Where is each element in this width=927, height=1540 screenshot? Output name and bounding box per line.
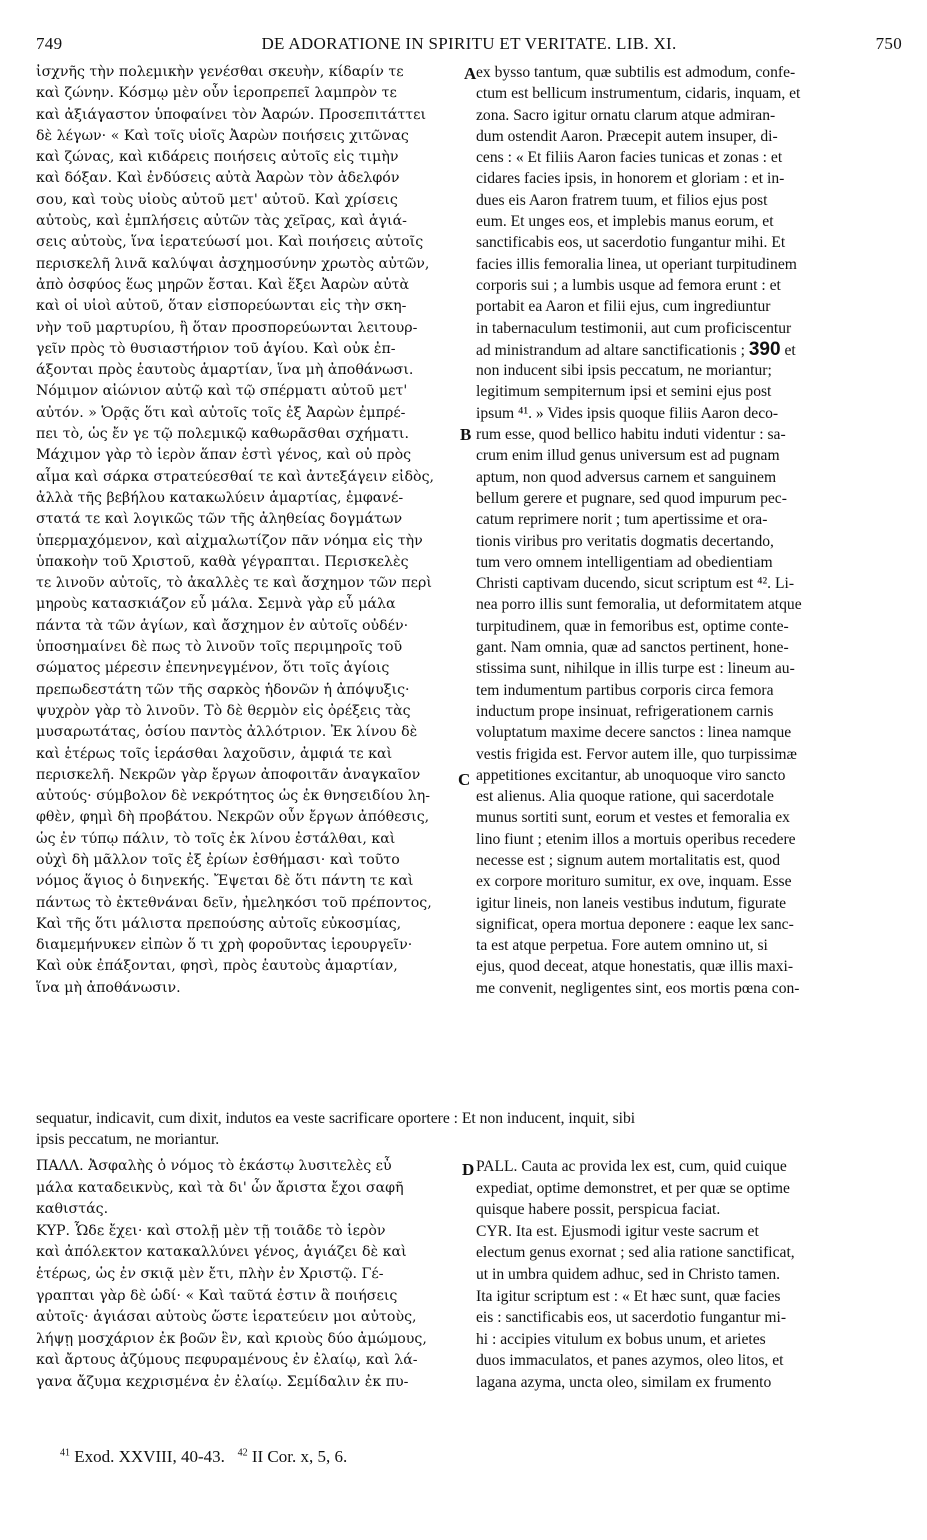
greek-text-line: καὶ δόξαν. Καὶ ἐνδύσεις αὐτὰ Ἀαρὼν τὸν ἀδελφόν <box>36 170 400 187</box>
latin-text-line: electum genus exornat ; sed alia ratione sanctificat, <box>476 1244 795 1262</box>
latin-text-line: inductum prope insinuat, refrigerationem carnis <box>476 702 774 720</box>
latin-text-line: stissima sunt, nihilque in illis turpe est : lineum au- <box>476 660 795 678</box>
greek-text-line: ὑπερμαχόμενον, καὶ αἰχμαλωτίζον πᾶν νόημα εἰς τὴν <box>36 532 423 549</box>
greek-text-line: ἀλλὰ τῆς βεβήλου κατακωλύειν ἁμαρτίας, ἐμφανέ- <box>36 489 404 506</box>
footnote-number-41: 41 <box>60 1447 70 1459</box>
margin-marker-c: C <box>458 770 471 789</box>
latin-text-line: bellum gerere et pugnare, sed quod impurum pec- <box>476 489 787 507</box>
greek-text-line: στατά τε καὶ λογικῶς τῶν τῆς ἀληθείας δογμάτων <box>36 511 403 528</box>
latin-text-line: Christi captivam ducendo, sicut scriptum est ⁴². Li- <box>476 575 795 593</box>
greek-text-line: γεῖν πρὸς τὸ θυσιαστήριον τοῦ ἁγίου. Καὶ οὐκ ἐπ- <box>36 340 396 357</box>
latin-text-line: zona. Sacro igitur ornatu clarum atque admiran- <box>476 106 776 124</box>
latin-text-line: PALL. Cauta ac provida lex est, cum, quid cuique <box>476 1158 787 1175</box>
greek-text-line: οὐχὶ δὴ μᾶλλον τοῖς ἐξ ἐρίων ἐσθήμασι· καὶ τοῦτο <box>36 851 400 868</box>
greek-text-line: ΚΥΡ. Ὧδε ἔχει· καὶ στολῇ μὲν τῇ τοιᾶδε τὸ ἱερὸν <box>36 1222 386 1239</box>
greek-text-line: πάντως τὸ ἐκτεθνάναι δεῖν, ἠμεληκόσι τοῦ πρέποντος, <box>36 894 432 911</box>
running-title: DE ADORATIONE IN SPIRITU ET VERITATE. LIB. XI. <box>261 34 677 53</box>
latin-text-line: rum esse, quod bellico habitu induti videntur : sa- <box>476 426 786 444</box>
latin-column-lower <box>476 1156 896 1394</box>
latin-text-fragment: et <box>784 341 796 359</box>
greek-text-line: σώματος μέρεσιν ἐπενηνεγμένον, ὅτι τοῖς ἁγίοις <box>36 660 390 677</box>
greek-text-line: καὶ ἑτέρως τοῖς ἱεράσθαι λαχοῦσιν, ἀμφιά τε καὶ <box>36 745 393 762</box>
latin-text-line: voluptatum maxime decere sanctos : linea namque <box>476 724 792 742</box>
greek-text-line: διαμεμήνυκεν εἰπὼν ὅ τι χρὴ φοροῦντας ἱερουργεῖν· <box>36 937 413 954</box>
latin-text-line: eis : sanctificabis eos, ut sacerdotio fungantur mi- <box>476 1309 787 1327</box>
greek-text-line: ὡς ἐν τύπῳ πάλιν, τὸ τοῖς ἐκ λίνου ἐστάλθαι, καὶ <box>36 830 396 847</box>
latin-text-line: lagana azyma, uncta oleo, similam ex frumento <box>476 1373 772 1391</box>
latin-text-line: ex bysso tantum, quæ subtilis est admodum, confe- <box>476 64 796 81</box>
greek-text-line: καὶ ζώνην. Κόσμῳ μὲν οὖν ἱεροπρεπεῖ λαμπρὸν τε <box>36 85 397 102</box>
greek-text-line: πρεπωδεστάτη τῶν τῆς σαρκὸς ἡδονῶν ἡ ἀπόψυξις· <box>36 681 410 698</box>
greek-text-line: τε λινοῦν αὐτοῖς, τὸ ἀκαλλὲς τε καὶ ἄσχημον τῶν περὶ <box>36 575 432 592</box>
latin-text-line: ex corpore morituro sumitur, ex ove, inquam. Esse <box>476 873 792 891</box>
greek-text-line: καὶ ζώνας, καὶ κιδάρεις ποιήσεις αὐτοῖς εἰς τιμὴν <box>36 149 399 166</box>
greek-text-line: λήψῃ μοσχάριον ἐκ βοῶν ἓν, καὶ κριοὺς δύο ἀμώμους, <box>36 1330 427 1347</box>
footnotes <box>60 1447 660 1467</box>
latin-text-line: cidares facies ipsis, in honorem et gloriam : et in- <box>476 170 785 188</box>
latin-text-line <box>476 339 896 360</box>
latin-text-line: CYR. Ita est. Ejusmodi igitur veste sacrum et <box>476 1222 759 1240</box>
greek-text-line: ὑποσημαίνει δὲ πως τὸ λινοῦν τοῖς περιμηροῖς τοῦ <box>36 639 403 656</box>
latin-text-line: significat, opera mortua deponere : eaque lex sanc- <box>476 915 794 933</box>
latin-text-fragment: ad ministrandum ad altare sanctificationis ; <box>476 341 745 359</box>
latin-text-line: gant. Nam omnia, quæ ad sanctos pertinent, hone- <box>476 639 789 657</box>
latin-text-line: igitur lineis, non laneis vestibus indutum, figurate <box>476 894 787 912</box>
latin-text-line: facies illis femoralia linea, ut operiant turpitudinem <box>476 255 797 273</box>
greek-text-line: δὲ λέγων· « Καὶ τοῖς υἱοῖς Ἀαρὼν ποιήσεις χιτῶνας <box>36 127 409 144</box>
greek-text-line: ἵνα μὴ ἀποθάνωσιν. <box>36 979 181 996</box>
latin-text-line: tem indumentum partibus corporis circa femora <box>476 681 774 699</box>
greek-text-line: μηροὺς κατασκιάζον εὖ μάλα. Σεμνὰ γὰρ εὖ μάλα <box>36 596 396 613</box>
greek-text-line: άξονται πρὸς ἑαυτοὺς ἁμαρτίαν, ἵνα μὴ ἀποθάνωσι. <box>36 362 414 379</box>
margin-marker-a: A <box>464 64 477 83</box>
greek-text-line: Καὶ τῆς ὅτι μάλιστα πρεπούσης αὐτοῖς εὐκοσμίας, <box>36 915 402 932</box>
greek-text-line: ἑτέρως, ὡς ἐν σκιᾷ μὲν ἔτι, πλὴν ἐν Χριστῷ. Γέ- <box>36 1265 384 1282</box>
latin-text-line: non inducent sibi ipsis peccatum, ne moriantur; <box>476 362 772 380</box>
margin-marker-b: B <box>460 425 472 444</box>
greek-text-line: γανα ἄζυμα κεχρισμένα ἐν ἐλαίῳ. Σεμίδαλιν ἐκ πυ- <box>36 1373 409 1390</box>
greek-text-line: αὐτοὺς, καὶ ἐμπλήσεις αὐτῶν τὰς χεῖρας, καὶ ἁγιά- <box>36 213 407 230</box>
greek-text-line: ΠΑΛΛ. Ἀσφαλὴς ὁ νόμος τὸ ἑκάστῳ λυσιτελὲς εὖ <box>36 1158 392 1174</box>
latin-text-line: nea porro illis sunt femoralia, ut deformitatem atque <box>476 596 802 614</box>
greek-text-line: σου, καὶ τοὺς υἱοὺς αὐτοῦ μετ' αὐτοῦ. Καὶ χρίσεις <box>36 191 398 208</box>
greek-text-line: Νόμιμον αἰώνιον αὐτῷ καὶ τῷ σπέρματι αὐτοῦ μετ' <box>36 383 408 400</box>
margin-marker-d: D <box>462 1160 475 1179</box>
latin-text-line: ctum est bellicum instrumentum, cidaris, inquam, et <box>476 85 801 103</box>
greek-text-line: αὐτούς· σύμβολον δὲ νεκρότητος ὡς ἐκ θνησειδίου λη- <box>36 788 431 805</box>
latin-text-line: cens : « Et filiis Aaron facies tunicas et zonas : et <box>476 149 783 167</box>
greek-text-line: καὶ ἀξιάγαστον ὑποφαίνει τὸν Ἀαρών. Προσεπιτάττει <box>36 106 427 123</box>
latin-text-line: in tabernaculum testimonii, aut cum proficiscentur <box>476 319 792 337</box>
footnote-41: Exod. XXVIII, 40-43. <box>74 1447 225 1466</box>
page-number-right: 750 <box>875 34 902 53</box>
latin-text-line: ejus, quod deceat, atque honestatis, quæ illis maxi- <box>476 958 794 976</box>
latin-text-line: expediat, optime demonstret, et per quæ se optime <box>476 1179 790 1197</box>
latin-text-line: vestis frigida est. Fervor autem ille, quo turpissimæ <box>476 745 797 763</box>
latin-text-line: turpitudinem, quæ in femoribus est, optime conte- <box>476 617 789 635</box>
latin-text-line: ipsum ⁴¹. » Vides ipsis quoque filiis Aaron deco- <box>476 404 779 422</box>
text-line: ipsis peccatum, ne moriantur. <box>36 1131 220 1149</box>
greek-text-line: καὶ οἱ υἱοὶ αὐτοῦ, ὅταν εἰσπορεύωνται εἰς τὴν σκη- <box>36 298 407 315</box>
greek-text-line: μάλα καταδεικνὺς, καὶ τὰ δι' ὧν ἄριστα ἔχοι σαφῆ <box>36 1179 404 1196</box>
latin-text-line: catum reprimere norit ; tum apertissime et ora- <box>476 511 768 529</box>
latin-text-line: Ita igitur scriptum est : « Et hæc sunt, quæ facies <box>476 1287 781 1305</box>
latin-text-line: quisque habere possit, perspicua faciat. <box>476 1201 721 1219</box>
greek-text-line: Μάχιμον γὰρ τὸ ἱερὸν ἅπαν ἐστὶ γένος, καὶ οὐ πρὸς <box>36 447 412 464</box>
greek-column-lower <box>36 1156 466 1394</box>
greek-text-line: φθὲν, φημὶ δὴ προβάτου. Νεκρῶν οὖν ἔργων ἀπόθεσις, <box>36 809 430 826</box>
greek-text-line: μυσαρωτάτας, ὁσίου παντὸς ἀλλότριον. Ἐκ λίνου δὲ <box>36 724 418 741</box>
greek-text-line: νόμος ἅγιος ὁ διηνεκής. Ἔψεται δὲ ὅτι πάντη τε καὶ <box>36 873 414 890</box>
greek-text-line: καθιστάς. <box>36 1201 109 1218</box>
latin-text-line: sanctificabis eos, ut sacerdotio fungantur mihi. Et <box>476 234 786 252</box>
greek-text-line: ἰσχνῆς τὴν πολεμικὴν γενέσθαι σκευὴν, κίδαρίν τε <box>36 64 404 80</box>
inline-page-number: 390 <box>748 338 781 360</box>
greek-text-line: σεις αὐτοὺς, ἵνα ἱερατεύωσί μοι. Καὶ ποιήσεις αὐτοῖς <box>36 234 424 251</box>
greek-text-line: νὴν τοῦ μαρτυρίου, ἢ ὅταν προσπορεύωνται λειτουρ- <box>36 319 418 336</box>
footnote-42: II Cor. x, 5, 6. <box>251 1447 348 1466</box>
latin-text-line: legitimum sempiternum ipsi et semini ejus post <box>476 383 772 401</box>
latin-text-line: me convenit, negligentes sint, eos mortis pœna con- <box>476 979 800 997</box>
latin-text-line: lino fiunt ; etenim illos a mortuis operibus recedere <box>476 830 796 848</box>
latin-text-line: eum. Et unges eos, et implebis manus eorum, et <box>476 213 774 231</box>
latin-text-line: dum ostendit Aaron. Præcepit autem insuper, di- <box>476 127 778 145</box>
latin-text-line: duos immaculatos, et panes azymos, oleo litos, et <box>476 1352 784 1370</box>
latin-text-line: aptum, non quod adversus carnem et sanguinem <box>476 468 777 486</box>
latin-text-line: ut in umbra quidem adhuc, sed in Christo tamen. <box>476 1265 781 1283</box>
latin-text-line: appetitiones excitantur, ab unoquoque viro sancto <box>476 766 786 784</box>
greek-text-line: περισκελῆ. Νεκρῶν γὰρ ἔργων ἀποφοιτᾶν ἀναγκαῖον <box>36 766 421 783</box>
text-line: sequatur, indicavit, cum dixit, indutos ea veste sacrificare oportere : Et non inducent, inquit, sibi <box>36 1110 636 1127</box>
greek-text-line: αὐτοῖς· ἁγιάσαι αὐτοὺς ὥστε ἱερατεύειν μοι αὐτοὺς, <box>36 1309 417 1326</box>
greek-text-line: ὑπακοὴν τοῦ Χριστοῦ, καθὰ γέγραπται. Περισκελὲς <box>36 553 409 570</box>
latin-text-line: est alienus. Alia quoque ratione, qui sacerdotale <box>476 788 774 806</box>
greek-text-line: καὶ ἀπόλεκτον κατακαλλύνει γένος, ἁγιάζει δὲ καὶ <box>36 1244 407 1261</box>
running-header <box>36 34 902 56</box>
latin-text-line: crum enim illud genus universum est ad pugnam <box>476 447 780 465</box>
greek-text-line: πάντα τὰ τῶν ἁγίων, καὶ ἄσχημον ἐν αὐτοῖς οὐδέν· <box>36 617 409 634</box>
latin-column <box>476 62 896 999</box>
latin-text-line: dues eis Aaron fratrem tuum, et filios ejus post <box>476 191 768 209</box>
latin-text-line: corporis sui ; a lumbis usque ad femora erunt : et <box>476 276 781 294</box>
greek-text-line: γραπται γὰρ δὲ ὡδί· « Καὶ ταῦτά ἐστιν ἃ ποιήσεις <box>36 1287 398 1304</box>
greek-text-line: περισκελῆ λινᾶ καλύψαι ἀσχημοσύνην χρωτὸς αὐτῶν, <box>36 255 430 272</box>
greek-text-line: ἀπὸ ὀσφύος ἕως μηρῶν ἔσται. Καὶ ἕξει Ἀαρὼν αὐτὰ <box>36 276 410 293</box>
latin-text-line: portabit ea Aaron et filii ejus, cum ingrediuntur <box>476 298 771 316</box>
greek-text-line: Καὶ οὐκ ἐπάξονται, φησὶ, πρὸς ἑαυτοὺς ἁμαρτίαν, <box>36 958 398 975</box>
latin-text-line: tum vero omnem intelligentiam ad obedientiam <box>476 553 773 571</box>
latin-text-line: hi : accipies vitulum ex bobus unum, et arietes <box>476 1330 766 1348</box>
greek-text-line: καὶ ἄρτους ἀζύμους πεφυραμένους ἐν ἐλαίῳ, καὶ λά- <box>36 1352 418 1369</box>
latin-text-line: munus sortiti sunt, eorum et vestes et femoralia ex <box>476 809 790 827</box>
latin-text-line: necesse est ; signum autem mortalitatis est, quod <box>476 851 781 869</box>
latin-text-line: tionis viribus pro veritatis dogmatis decertando, <box>476 532 774 550</box>
greek-text-line: ψυχρὸν γὰρ τὸ λινοῦν. Τὸ δὲ θερμὸν εἰς ὀρέξεις τὰς <box>36 702 411 719</box>
latin-text-line: ta est atque perpetua. Fore autem omnino ut, si <box>476 937 768 955</box>
greek-text-line: αὐτόν. » Ὁρᾷς ὅτι καὶ αὐτοῖς τοῖς ἐξ Ἀαρὼν ἐμπρέ- <box>36 404 406 421</box>
page-number-left: 749 <box>36 34 63 53</box>
greek-column <box>36 62 466 999</box>
footnote-number-42: 42 <box>237 1447 248 1459</box>
greek-text-line: πει τὸ, ὡς ἔν γε τῷ πολεμικῷ καθωρᾶσθαι σχήματι. <box>36 426 409 443</box>
full-width-text <box>36 1108 896 1151</box>
greek-text-line: αἷμα καὶ σάρκα στρατεύεσθαί τε καὶ ἀντεξάγειν εἰδὸς, <box>36 468 435 485</box>
